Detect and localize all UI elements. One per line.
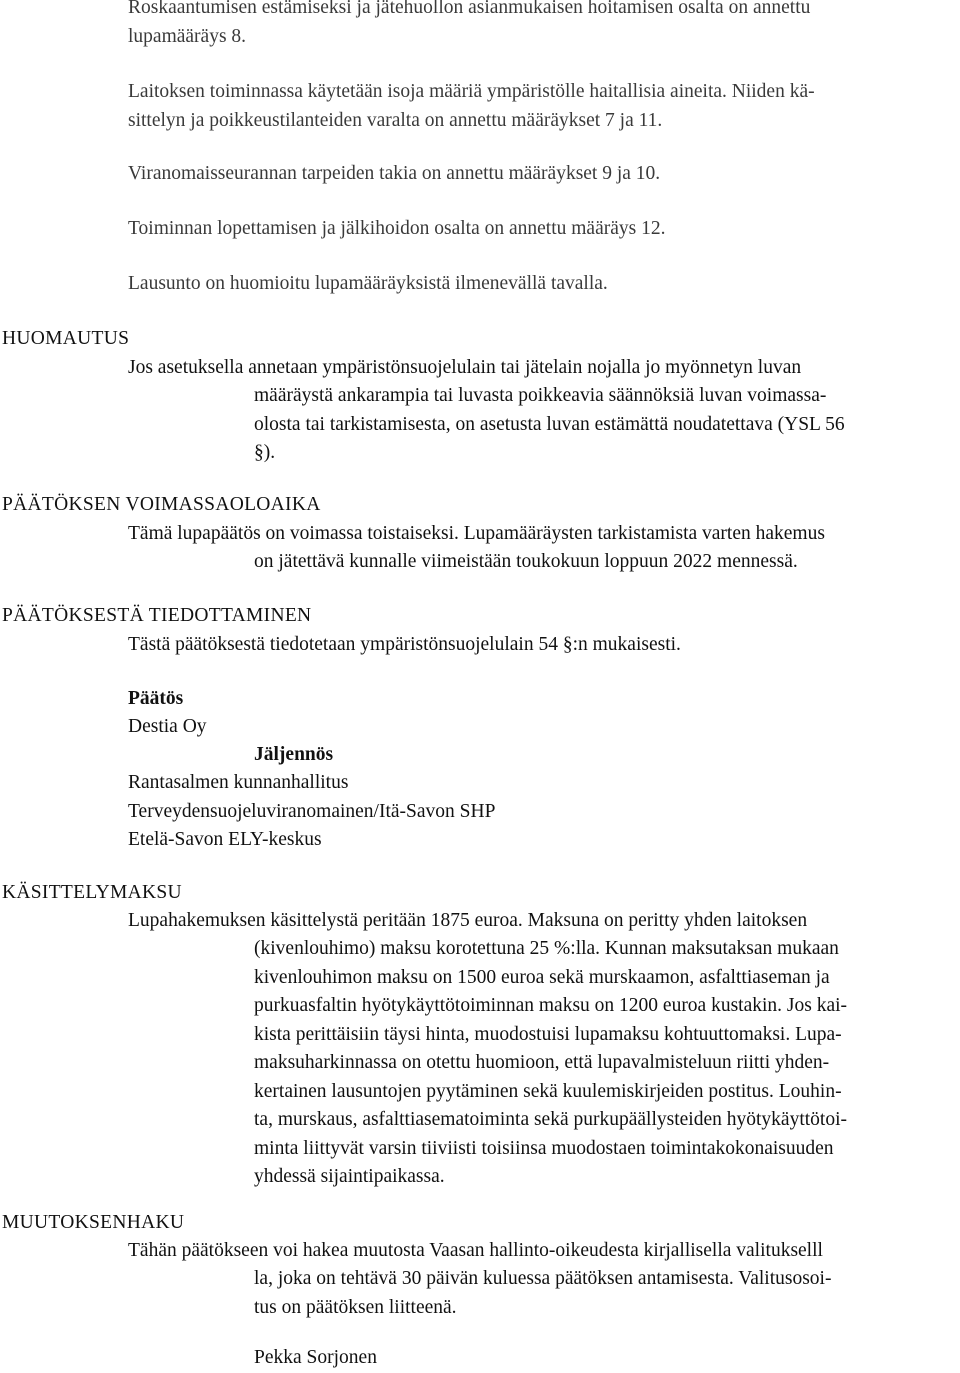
recipient-line: Etelä-Savon ELY-keskus — [128, 829, 322, 850]
intro-paragraph-5: Lausunto on huomioitu lupamääräyksistä ilmenevällä tavalla. — [128, 273, 608, 294]
text-line: sittelyn ja poikkeustilanteiden varalta on annettu määräykset 7 ja 11. — [128, 109, 663, 131]
section-heading-muutoksenhaku: MUUTOKSENHAKU — [2, 1212, 185, 1233]
text-line: (kivenlouhimo) maksu korotettuna 25 %:lla. Kunnan maksutaksan mukaan — [254, 938, 839, 959]
text-line: kertainen lausuntojen pyytäminen sekä kuulemiskirjeiden postitus. Louhin- — [254, 1080, 842, 1102]
text-line: minta liittyvät varsin tiiviisti toisiinsa muodostaen toimintakokonaisuuden — [254, 1137, 834, 1159]
kasittelymaksu-continuation — [254, 935, 847, 1192]
intro-paragraph-3: Viranomaisseurannan tarpeiden takia on annettu määräykset 9 ja 10. — [128, 163, 661, 184]
section-heading-huomautus: HUOMAUTUS — [2, 328, 130, 349]
text-line: §). — [254, 442, 276, 463]
muutoksenhaku-continuation — [254, 1265, 831, 1322]
text-line: määräystä ankarampia tai luvasta poikkeavia säännöksiä luvan voimassa- — [254, 385, 827, 406]
text-line: maksuharkinnassa on otettu huomioon, että lupavalmisteluun riitti yhden- — [254, 1052, 830, 1073]
text-line: la, joka on tehtävä 30 päivän kuluessa päätöksen antamisesta. Valitusosoi- — [254, 1268, 832, 1289]
recipient-line: Rantasalmen kunnanhallitus — [128, 772, 349, 793]
tiedottaminen-text: Tästä päätöksestä tiedotetaan ympäristönsuojelulain 54 §:n mukaisesti. — [128, 634, 681, 655]
text-line: ta, murskaus, asfalttiasematoiminta sekä purkupäällysteiden hyötykäyttötoi- — [254, 1109, 847, 1130]
signature-name: Pekka Sorjonen — [254, 1347, 377, 1368]
voimassaolo-first-line: Tämä lupapäätös on voimassa toistaiseksi. Lupamääräysten tarkistamista varten hakemus — [128, 523, 825, 544]
text-line: tus on päätöksen liitteenä. — [254, 1296, 457, 1318]
text-line: Roskaantumisen estämiseksi ja jätehuollon asianmukaisen hoitamisen osalta on annettu — [128, 0, 811, 18]
paatos-recipient: Destia Oy — [128, 716, 207, 737]
intro-paragraph-1 — [128, 0, 810, 51]
paatos-label: Päätös — [128, 688, 184, 709]
text-line: Laitoksen toiminnassa käytetään isoja määriä ympäristölle haitallisia aineita. Niiden kä- — [128, 81, 815, 102]
intro-paragraph-4: Toiminnan lopettamisen ja jälkihoidon osalta on annettu määräys 12. — [128, 218, 666, 239]
recipient-line: Terveydensuojeluviranomainen/Itä-Savon SHP — [128, 800, 496, 822]
text-line: purkuasfaltin hyötykäyttötoiminnan maksu on 1200 euroa kustakin. Jos kai- — [254, 995, 848, 1016]
section-heading-tiedottaminen: PÄÄTÖKSESTÄ TIEDOTTAMINEN — [2, 605, 312, 626]
kasittelymaksu-first-line: Lupahakemuksen käsittelystä peritään 1875 euroa. Maksuna on peritty yhden laitoksen — [128, 910, 808, 931]
muutoksenhaku-first-line: Tähän päätökseen voi hakea muutosta Vaasan hallinto-oikeudesta kirjallisella valitukselll — [128, 1240, 823, 1261]
text-line: olosta tai tarkistamisesta, on asetusta luvan estämättä noudatettava (YSL 56 — [254, 413, 845, 435]
text-line: yhdessä sijaintipaikassa. — [254, 1166, 445, 1187]
huomautus-continuation — [254, 382, 845, 468]
huomautus-first-line: Jos asetuksella annetaan ympäristönsuojelulain tai jätelain nojalla jo myönnetyn luvan — [128, 357, 802, 378]
section-heading-kasittelymaksu: KÄSITTELYMAKSU — [2, 882, 182, 903]
intro-paragraph-2 — [128, 78, 815, 135]
text-line: kista perittäisiin täysi hinta, muodostuisi lupamaksu kohtuuttomaksi. Lupa- — [254, 1023, 842, 1045]
text-line: kivenlouhimon maksu on 1500 euroa sekä murskaamon, asfalttiaseman ja — [254, 966, 830, 988]
text-line: lupamääräys 8. — [128, 25, 247, 47]
jaljennos-recipients — [128, 769, 495, 855]
jaljennos-label: Jäljennös — [254, 744, 334, 765]
section-heading-voimassaoloaika: PÄÄTÖKSEN VOIMASSAOLOAIKA — [2, 494, 321, 515]
voimassaolo-continuation: on jätettävä kunnalle viimeistään toukokuun loppuun 2022 mennessä. — [254, 551, 798, 572]
